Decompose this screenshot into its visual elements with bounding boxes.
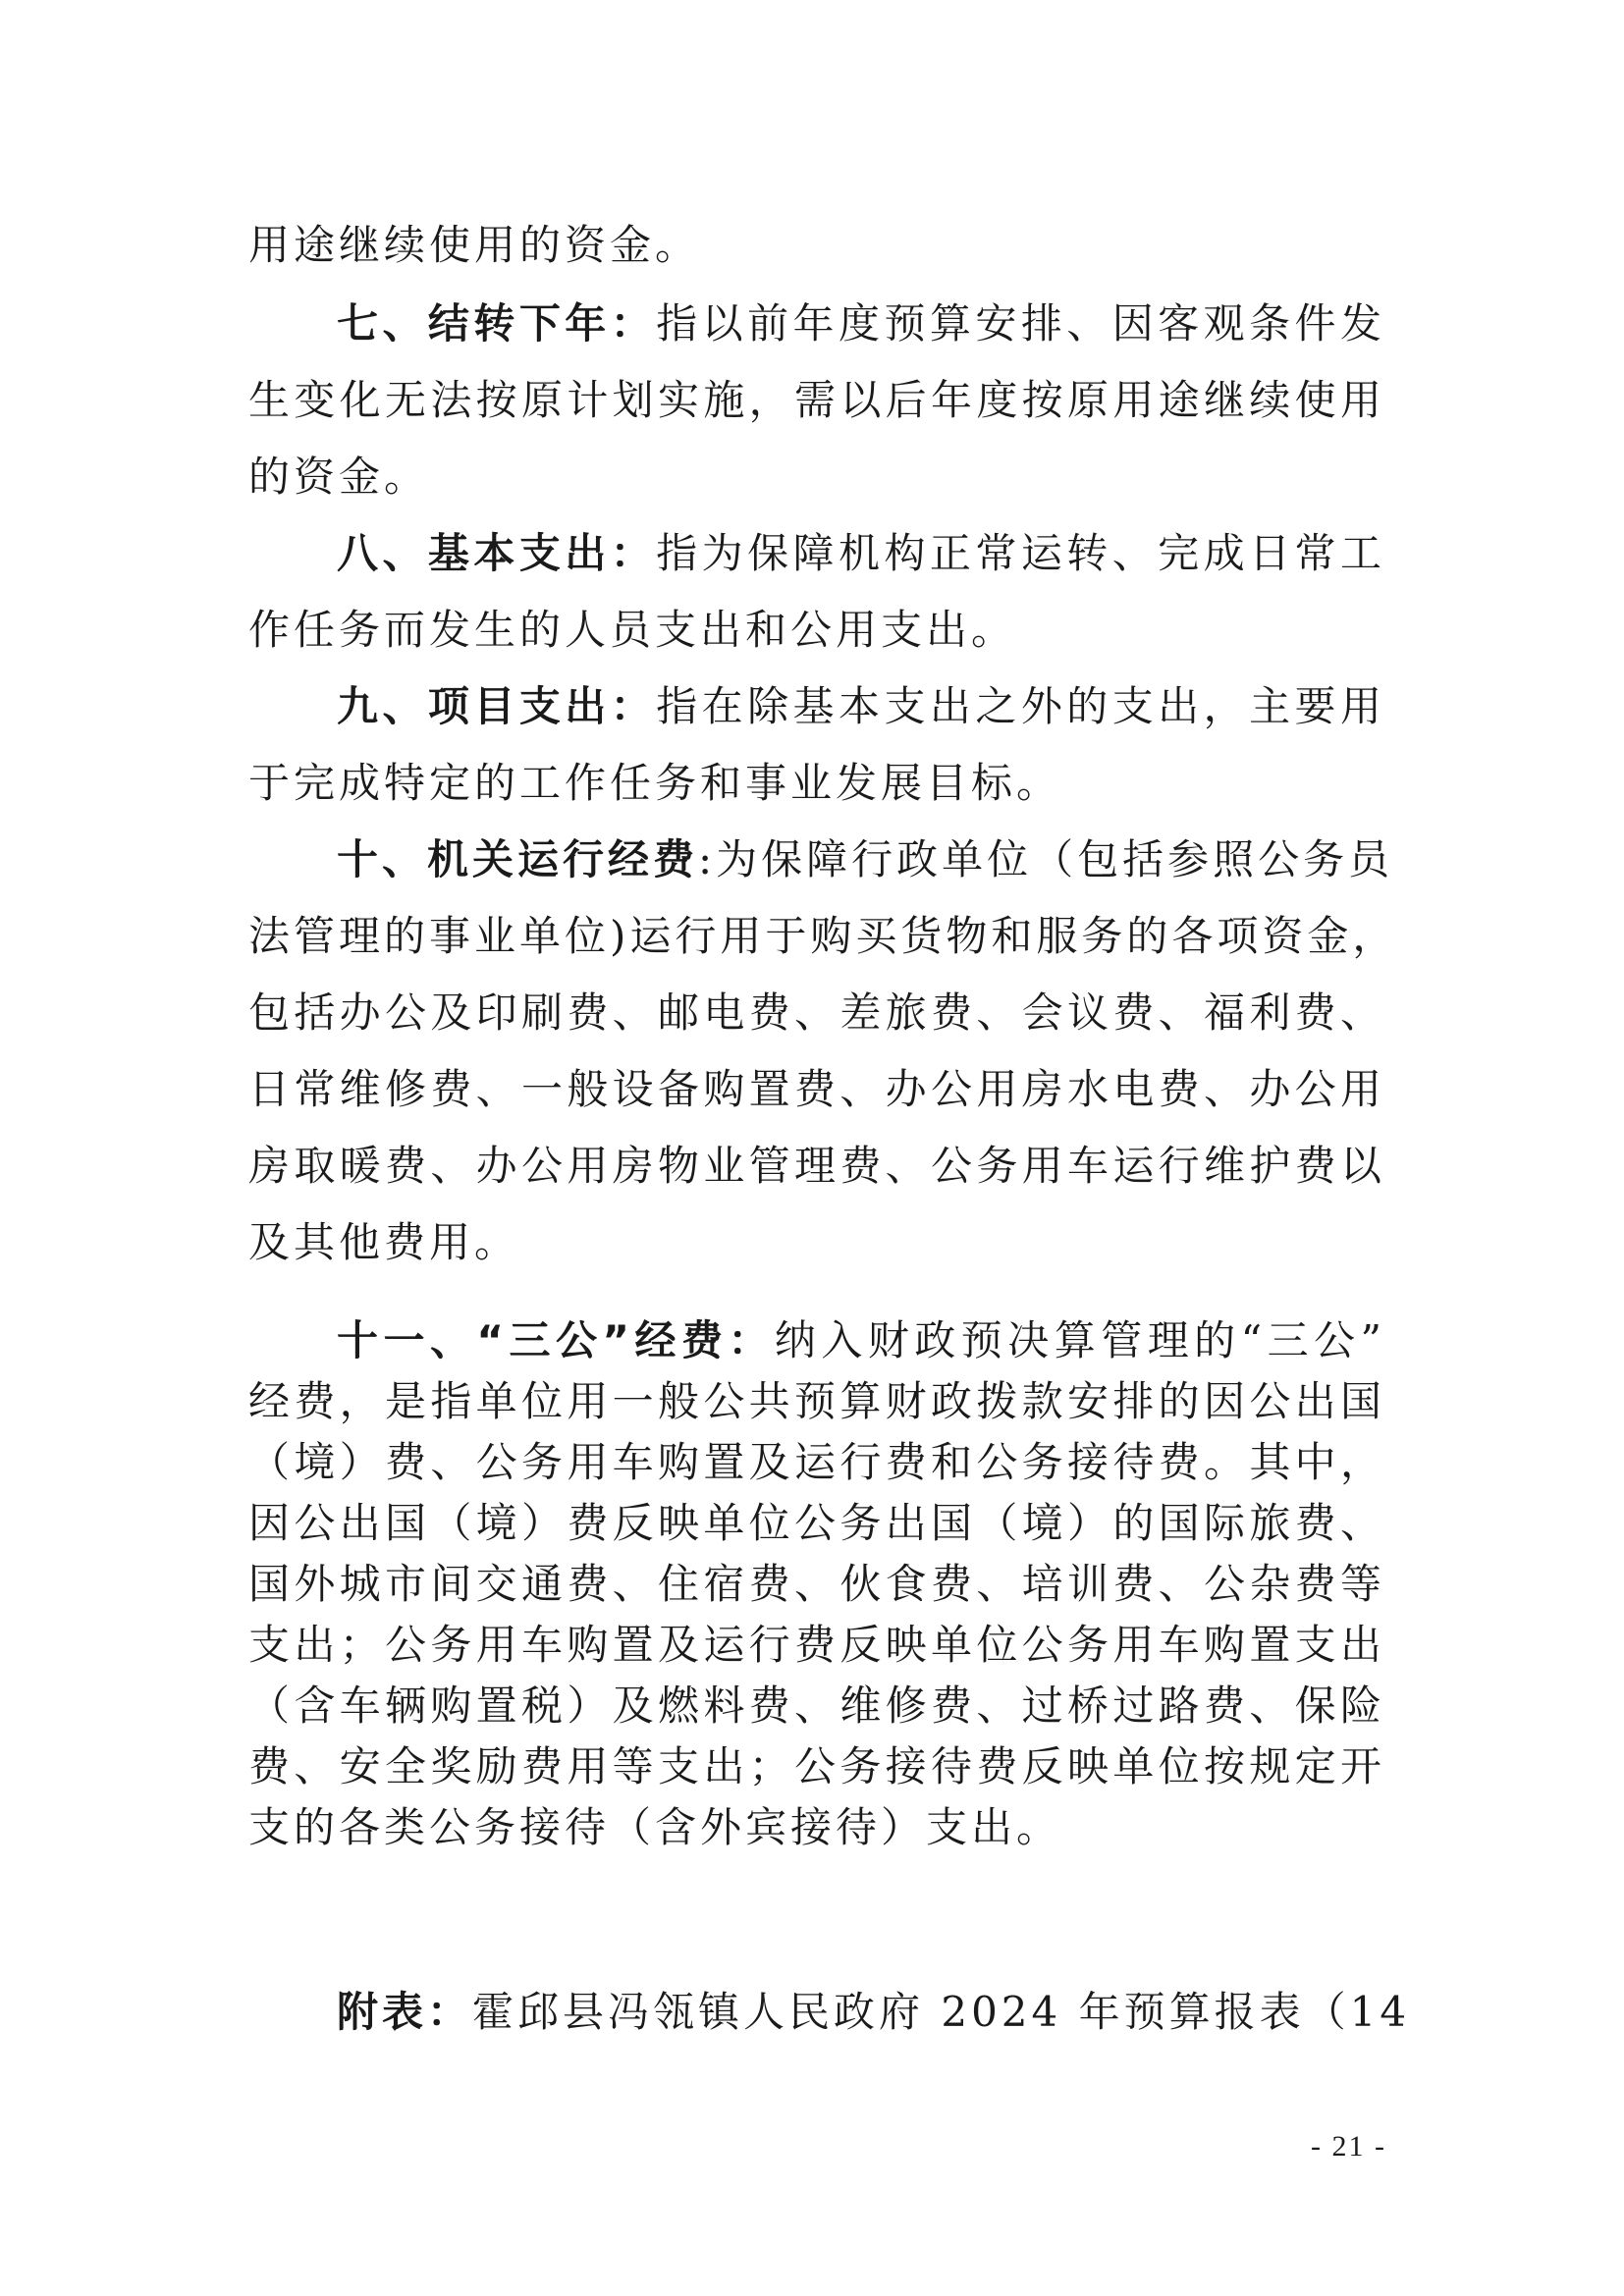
- definition-line: [248, 526, 1385, 581]
- line-text: 经费，是指单位用一般公共预算财政拨款安排的因公出国: [248, 1377, 1385, 1425]
- line-text: 纳入财政预决算管理的“三公”: [774, 1316, 1385, 1364]
- line-text: 指在除基本支出之外的支出，主要用: [656, 682, 1385, 730]
- term-jiguan-yunxing-jingfei: 十、机关运行经费: [337, 835, 699, 883]
- line-text: 指以前年度预算安排、因客观条件发: [656, 299, 1385, 347]
- definition-line: [248, 296, 1385, 351]
- term-jiezhuan: 七、结转下年：: [337, 299, 657, 347]
- text-line: [248, 1215, 1385, 1270]
- term-fubiao: 附表：: [337, 1988, 473, 2036]
- term-sangong-jingfei: 十一、“三公”经费：: [337, 1316, 775, 1364]
- line-text: 用途继续使用的资金。: [248, 221, 701, 269]
- line-text: 日常维修费、一般设备购置费、办公用房水电费、办公用: [248, 1065, 1385, 1113]
- line-text: 霍邱县冯瓴镇人民政府 2024 年预算报表（14: [472, 1988, 1411, 2036]
- text-line: [248, 909, 1398, 964]
- line-text: 的资金。: [248, 453, 430, 501]
- line-text: （含车辆购置税）及燃料费、维修费、过桥过路费、保险: [248, 1682, 1385, 1730]
- line-text: 及其他费用。: [248, 1218, 520, 1266]
- definition-line: [248, 679, 1385, 734]
- text-line: [248, 1496, 1385, 1551]
- text-line: [248, 373, 1385, 428]
- text-line: [248, 218, 1385, 273]
- line-text: 支的各类公务接待（含外宾接待）支出。: [248, 1803, 1062, 1851]
- text-line: [248, 450, 1385, 505]
- line-text: 法管理的事业单位)运行用于购买货物和服务的各项资金，: [248, 912, 1398, 960]
- line-text: 费、安全奖励费用等支出；公务接待费反映单位按规定开: [248, 1742, 1385, 1790]
- line-text: 房取暖费、办公用房物业管理费、公务用车运行维护费以: [248, 1142, 1385, 1190]
- term-xiangmu-zhichu: 九、项目支出：: [337, 682, 657, 730]
- definition-line: [248, 832, 1394, 887]
- text-line: [248, 1618, 1385, 1673]
- text-line: [248, 756, 1385, 811]
- line-text: （境）费、公务用车购置及运行费和公务接待费。其中，: [248, 1438, 1385, 1486]
- line-text: 生变化无法按原计划实施，需以后年度按原用途继续使用: [248, 376, 1385, 424]
- line-text: 于完成特定的工作任务和事业发展目标。: [248, 759, 1062, 807]
- line-text: :为保障行政单位（包括参照公务员: [698, 835, 1394, 883]
- definition-line: [248, 1313, 1385, 1368]
- appendix-line: [248, 1985, 1411, 2040]
- text-line: [248, 603, 1385, 658]
- page-number: - 21 -: [1311, 2130, 1386, 2163]
- text-line: [248, 1139, 1385, 1194]
- line-text: 因公出国（境）费反映单位公务出国（境）的国际旅费、: [248, 1499, 1385, 1547]
- line-text: 作任务而发生的人员支出和公用支出。: [248, 606, 1017, 654]
- term-jiben-zhichu: 八、基本支出：: [337, 529, 657, 577]
- text-line: [248, 1739, 1385, 1794]
- line-text: 包括办公及印刷费、邮电费、差旅费、会议费、福利费、: [248, 988, 1385, 1037]
- text-line: [248, 1557, 1385, 1612]
- line-text: 指为保障机构正常运转、完成日常工: [656, 529, 1385, 577]
- text-line: [248, 1679, 1385, 1734]
- text-line: [248, 986, 1385, 1041]
- text-line: [248, 1374, 1385, 1429]
- line-text: 支出；公务用车购置及运行费反映单位公务用车购置支出: [248, 1621, 1385, 1669]
- text-line: [248, 1062, 1385, 1117]
- text-line: [248, 1435, 1385, 1490]
- line-text: 国外城市间交通费、住宿费、伙食费、培训费、公杂费等: [248, 1560, 1385, 1608]
- text-line: [248, 1800, 1385, 1855]
